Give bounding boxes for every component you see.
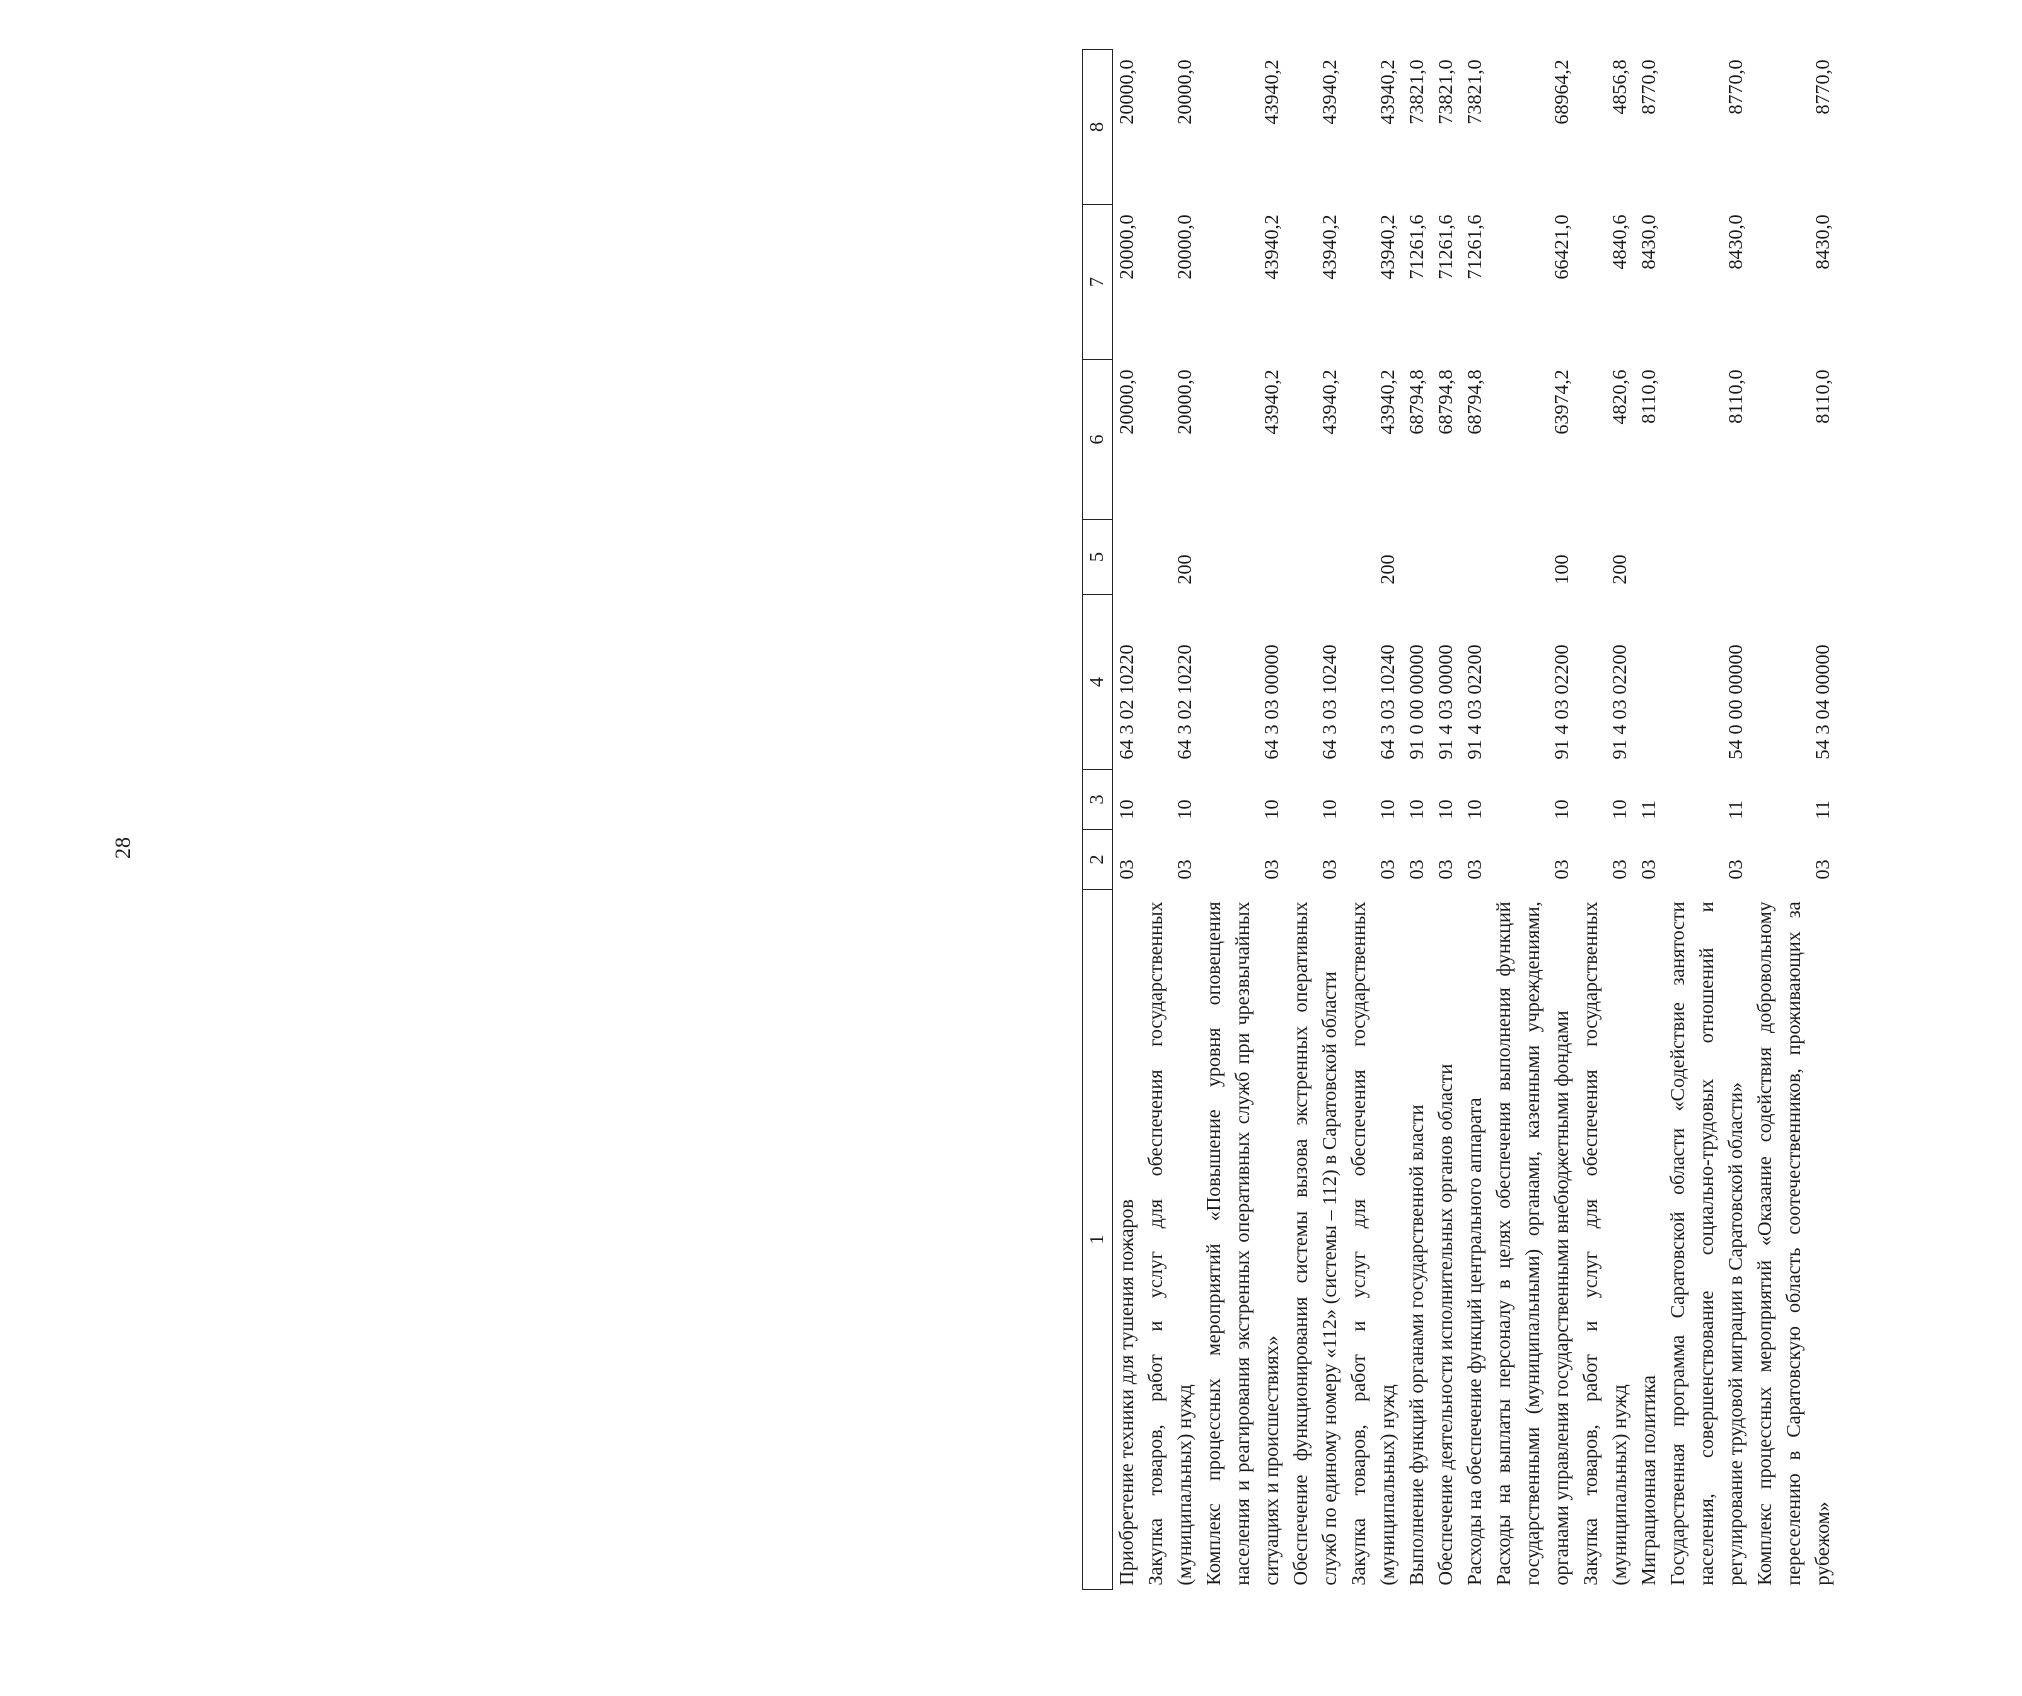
header-row xyxy=(1083,50,1113,1590)
header-col-6: 6 xyxy=(1083,360,1113,520)
amount-col-7-cell: 43940,2 xyxy=(1261,214,1283,280)
target-article-cell: 54 3 04 00000 xyxy=(1812,644,1834,760)
section-code-cell: 03 xyxy=(1406,859,1428,880)
amount-col-7-cell: 43940,2 xyxy=(1377,214,1399,280)
header-col-1: 1 xyxy=(1083,890,1113,1590)
amount-col-8-cell: 8770,0 xyxy=(1638,59,1660,115)
expense-type-cell xyxy=(1403,520,1432,595)
header-col-4: 4 xyxy=(1083,595,1113,770)
target-article-cell: 91 4 03 02200 xyxy=(1551,644,1573,760)
expense-type-cell xyxy=(1664,520,1751,595)
table-row xyxy=(1113,50,1143,1590)
amount-col-8-cell: 8770,0 xyxy=(1812,59,1834,115)
section-code-cell: 03 xyxy=(1725,859,1747,880)
subsection-code-cell: 10 xyxy=(1261,799,1283,820)
subsection-code-cell: 10 xyxy=(1609,799,1631,820)
budget-table xyxy=(1082,49,1838,1590)
expense-type-cell xyxy=(1113,520,1143,595)
section-code-cell: 03 xyxy=(1609,859,1631,880)
section-code-cell: 03 xyxy=(1812,859,1834,880)
subsection-code-cell: 10 xyxy=(1551,799,1573,820)
amount-col-7-cell: 71261,6 xyxy=(1464,214,1486,280)
amount-col-7-cell: 71261,6 xyxy=(1435,214,1457,280)
target-article-cell: 91 0 00 00000 xyxy=(1406,644,1428,760)
row-name-cell: Миграционная политика xyxy=(1638,1375,1660,1586)
table-row xyxy=(1432,50,1461,1590)
subsection-code-cell: 10 xyxy=(1406,799,1428,820)
table-row xyxy=(1287,50,1345,1590)
amount-col-6-cell: 4820,6 xyxy=(1609,369,1631,425)
amount-col-8-cell: 43940,2 xyxy=(1377,59,1399,125)
row-name-cell: Комплекс процессных мероприятий «Оказание содействия добровольному переселению в Саратовскую область соотечественников, проживающих за рубежом» xyxy=(1754,901,1834,1586)
table-row xyxy=(1142,50,1200,1590)
amount-col-8-cell: 4856,8 xyxy=(1609,59,1631,115)
amount-col-6-cell: 43940,2 xyxy=(1261,369,1283,435)
header-col-3: 3 xyxy=(1083,770,1113,830)
subsection-code-cell: 10 xyxy=(1435,799,1457,820)
amount-col-6-cell: 68794,8 xyxy=(1464,369,1486,435)
amount-col-8-cell: 73821,0 xyxy=(1435,59,1457,125)
subsection-code-cell: 10 xyxy=(1174,799,1196,820)
amount-col-6-cell: 43940,2 xyxy=(1377,369,1399,435)
subsection-code-cell: 11 xyxy=(1638,800,1660,820)
amount-col-6-cell: 68794,8 xyxy=(1406,369,1428,435)
target-article-cell: 91 4 03 00000 xyxy=(1435,644,1457,760)
subsection-code-cell: 10 xyxy=(1464,799,1486,820)
header-col-2: 2 xyxy=(1083,830,1113,890)
amount-col-6-cell: 20000,0 xyxy=(1116,369,1138,435)
row-name-cell: Приобретение техники для тушения пожаров xyxy=(1116,1199,1138,1586)
table-row xyxy=(1490,50,1577,1590)
row-name-cell: Выполнение функций органами государственной власти xyxy=(1406,1104,1428,1586)
table-row xyxy=(1751,50,1838,1590)
row-name-cell: Государственная программа Саратовской области «Содействие занятости населения, совершенствование социально-трудовых отношений и регулирование трудовой миграции в Саратовской области» xyxy=(1667,901,1747,1586)
expense-type-cell: 200 xyxy=(1609,554,1631,585)
table-row xyxy=(1200,50,1287,1590)
row-name-cell: Расходы на выплаты персоналу в целях обеспечения выполнения функций государственными (муниципальными) органами, казенными учреждениями, органами управления государственными внебюджетными фондами xyxy=(1493,901,1573,1586)
expense-type-cell xyxy=(1287,520,1345,595)
amount-col-8-cell: 8770,0 xyxy=(1725,59,1747,115)
section-code-cell: 03 xyxy=(1638,859,1660,880)
amount-col-7-cell: 8430,0 xyxy=(1812,214,1834,270)
section-code-cell: 03 xyxy=(1377,859,1399,880)
subsection-code-cell: 11 xyxy=(1725,800,1747,820)
target-article-cell: 64 3 02 10220 xyxy=(1174,644,1196,760)
subsection-code-cell: 10 xyxy=(1377,799,1399,820)
expense-type-cell: 200 xyxy=(1174,554,1196,585)
subsection-code-cell: 10 xyxy=(1319,799,1341,820)
target-article-cell: 54 0 00 00000 xyxy=(1725,644,1747,760)
section-code-cell: 03 xyxy=(1435,859,1457,880)
row-name-cell: Закупка товаров, работ и услуг для обеспечения государственных (муниципальных) нужд xyxy=(1145,901,1196,1586)
subsection-code-cell: 10 xyxy=(1116,799,1138,820)
expense-type-cell xyxy=(1635,520,1664,595)
section-code-cell: 03 xyxy=(1116,859,1138,880)
amount-col-7-cell: 71261,6 xyxy=(1406,214,1428,280)
table-row xyxy=(1635,50,1664,1590)
subsection-code-cell: 11 xyxy=(1812,800,1834,820)
amount-col-6-cell: 8110,0 xyxy=(1812,369,1834,424)
target-article-cell: 64 3 03 00000 xyxy=(1261,644,1283,760)
amount-col-8-cell: 43940,2 xyxy=(1261,59,1283,125)
amount-col-8-cell: 43940,2 xyxy=(1319,59,1341,125)
expense-type-cell xyxy=(1432,520,1461,595)
header-col-8: 8 xyxy=(1083,50,1113,205)
amount-col-8-cell: 73821,0 xyxy=(1464,59,1486,125)
amount-col-7-cell: 20000,0 xyxy=(1116,214,1138,280)
amount-col-8-cell: 68964,2 xyxy=(1551,59,1573,125)
target-article-cell: 91 4 03 02200 xyxy=(1464,644,1486,760)
target-article-cell: 64 3 03 10240 xyxy=(1377,644,1399,760)
amount-col-6-cell: 63974,2 xyxy=(1551,369,1573,435)
target-article-cell: 64 3 03 10240 xyxy=(1319,644,1341,760)
table-row xyxy=(1664,50,1751,1590)
section-code-cell: 03 xyxy=(1174,859,1196,880)
target-article-cell: 91 4 03 02200 xyxy=(1609,644,1631,760)
table-row xyxy=(1577,50,1635,1590)
expense-type-cell xyxy=(1461,520,1490,595)
amount-col-8-cell: 20000,0 xyxy=(1174,59,1196,125)
row-name-cell: Обеспечение деятельности исполнительных органов области xyxy=(1435,1063,1457,1586)
target-article-cell: 64 3 02 10220 xyxy=(1116,644,1138,760)
section-code-cell: 03 xyxy=(1551,859,1573,880)
row-name-cell: Закупка товаров, работ и услуг для обеспечения государственных (муниципальных) нужд xyxy=(1348,901,1399,1586)
expense-type-cell: 200 xyxy=(1377,554,1399,585)
amount-col-7-cell: 4840,6 xyxy=(1609,214,1631,270)
page-number: 28 xyxy=(110,837,135,859)
amount-col-6-cell: 43940,2 xyxy=(1319,369,1341,435)
amount-col-7-cell: 20000,0 xyxy=(1174,214,1196,280)
amount-col-7-cell: 8430,0 xyxy=(1725,214,1747,270)
table-row xyxy=(1345,50,1403,1590)
target-article-cell xyxy=(1635,595,1664,770)
header-col-5: 5 xyxy=(1083,520,1113,595)
amount-col-7-cell: 66421,0 xyxy=(1551,214,1573,280)
row-name-cell: Обеспечение функционирования системы вызова экстренных оперативных служб по единому номеру «112» (системы – 112) в Саратовской области xyxy=(1290,901,1341,1586)
row-name-cell: Расходы на обеспечение функций центрального аппарата xyxy=(1464,1097,1486,1586)
amount-col-8-cell: 20000,0 xyxy=(1116,59,1138,125)
amount-col-6-cell: 68794,8 xyxy=(1435,369,1457,435)
table-row xyxy=(1403,50,1432,1590)
amount-col-8-cell: 73821,0 xyxy=(1406,59,1428,125)
section-code-cell: 03 xyxy=(1319,859,1341,880)
header-col-7: 7 xyxy=(1083,205,1113,360)
row-name-cell: Комплекс процессных мероприятий «Повышение уровня оповещения населения и реагирования экстренных оперативных служб при чрезвычайных ситуациях и происшествиях» xyxy=(1203,901,1283,1586)
expense-type-cell xyxy=(1751,520,1838,595)
table-body xyxy=(1113,50,1839,1590)
table-row xyxy=(1461,50,1490,1590)
amount-col-6-cell: 20000,0 xyxy=(1174,369,1196,435)
row-name-cell: Закупка товаров, работ и услуг для обеспечения государственных (муниципальных) нужд xyxy=(1580,901,1631,1586)
amount-col-6-cell: 8110,0 xyxy=(1725,369,1747,424)
rotated-table-container xyxy=(1082,50,2022,1590)
expense-type-cell: 100 xyxy=(1551,554,1573,585)
amount-col-7-cell: 8430,0 xyxy=(1638,214,1660,270)
section-code-cell: 03 xyxy=(1464,859,1486,880)
amount-col-6-cell: 8110,0 xyxy=(1638,369,1660,424)
amount-col-7-cell: 43940,2 xyxy=(1319,214,1341,280)
expense-type-cell xyxy=(1200,520,1287,595)
section-code-cell: 03 xyxy=(1261,859,1283,880)
